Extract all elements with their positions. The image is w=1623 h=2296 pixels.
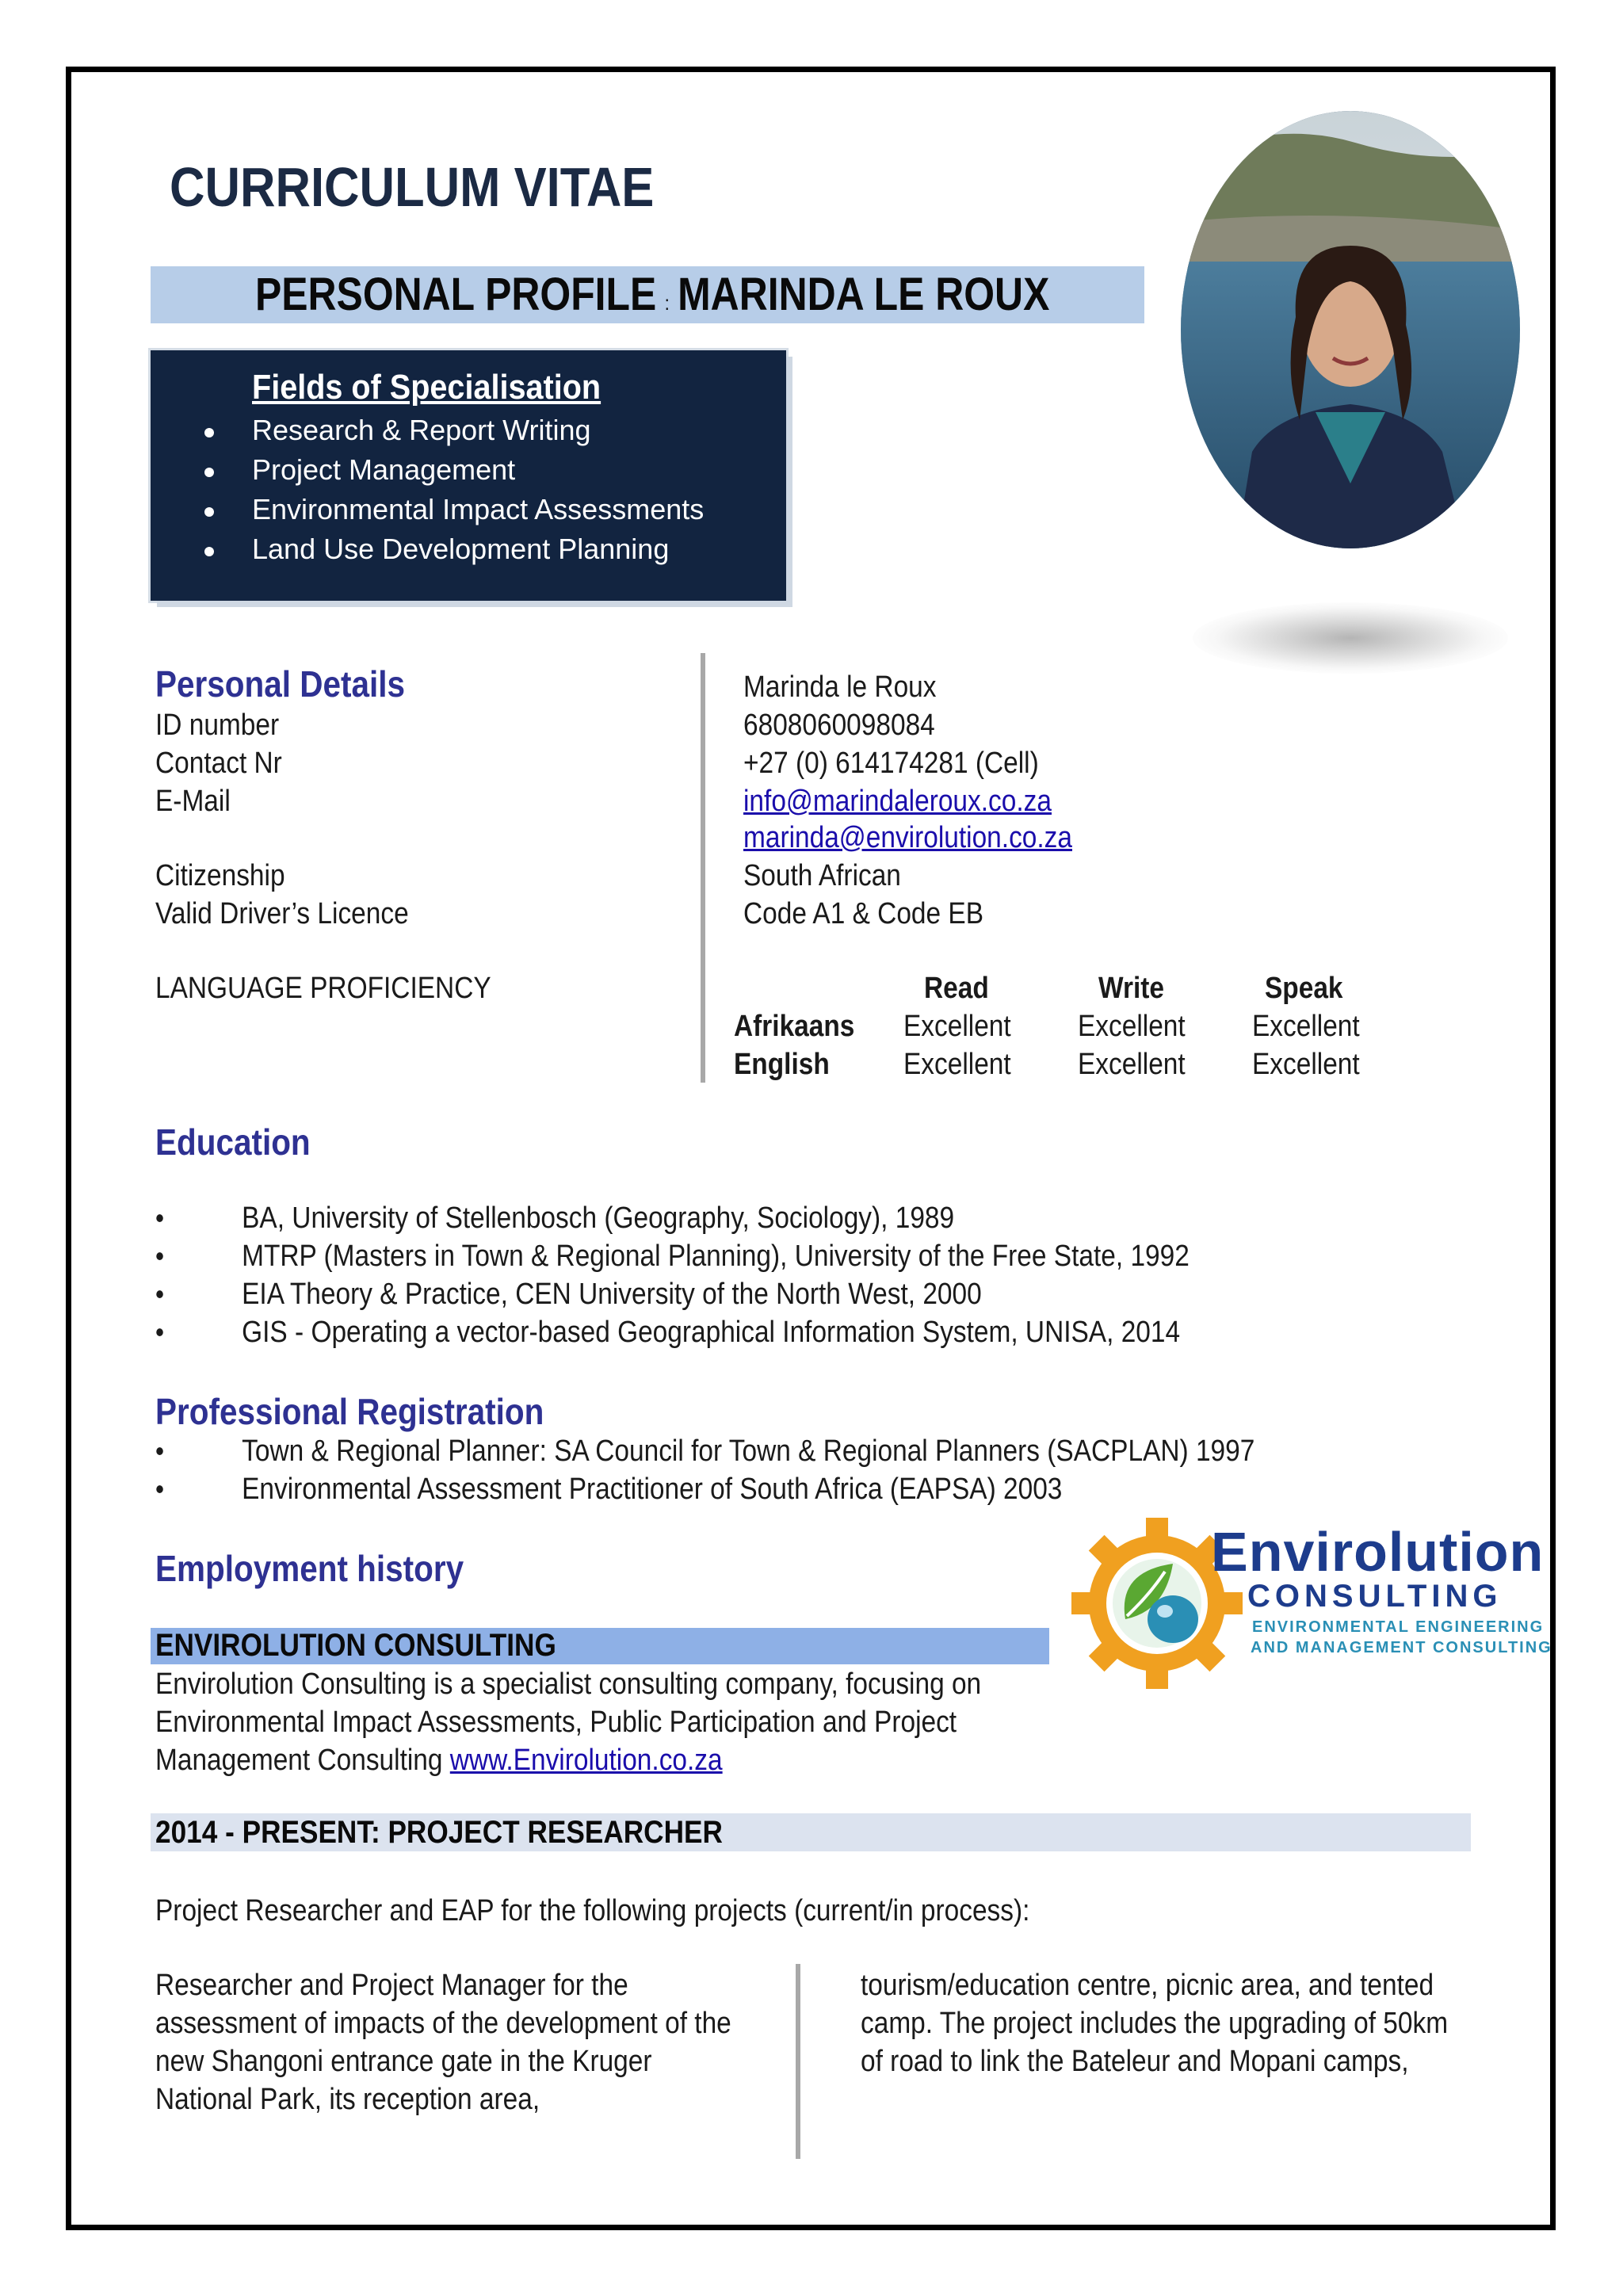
company-description-line: Management Consulting www.Envirolution.co.za [155,1744,723,1777]
citizenship-label: Citizenship [155,859,285,892]
lang-cell: Excellent [903,1010,1011,1043]
id-value: 6808060098084 [743,709,935,742]
registration-heading: Professional Registration [155,1391,544,1432]
lang-cell: Excellent [903,1048,1011,1081]
company-website-link[interactable]: www.Envirolution.co.za [449,1744,723,1777]
bullet-icon [204,428,214,437]
specialisation-title: Fields of Specialisation [252,368,601,407]
language-label: LANGUAGE PROFICIENCY [155,972,491,1005]
licence-label: Valid Driver’s Licence [155,897,409,930]
logo-tagline-2: AND MANAGEMENT CONSULTING [1251,1639,1552,1656]
email-label: E-Mail [155,785,231,818]
bullet-icon: • [155,1473,165,1505]
lang-cell: Excellent [1078,1010,1186,1043]
lang-cell: Excellent [1252,1010,1360,1043]
email-link-secondary[interactable]: marinda@envirolution.co.za [743,821,1073,854]
profile-name: MARINDA LE ROUX [678,269,1050,320]
company-description-line: Environmental Impact Assessments, Public Participation and Project [155,1706,957,1739]
details-divider [701,653,705,1083]
lang-col-write: Write [1098,972,1165,1005]
bullet-icon: • [155,1316,165,1348]
bullet-icon [204,507,214,517]
profile-heading [255,268,1049,321]
profile-label: PERSONAL PROFILE [255,269,657,320]
bullet-icon: • [155,1201,165,1234]
profile-separator: : [664,291,670,315]
lang-cell: Excellent [1252,1048,1360,1081]
id-label: ID number [155,709,280,742]
company-description-line: Envirolution Consulting is a specialist consulting company, focusing on [155,1668,982,1701]
project-text-left: assessment of impacts of the development of the [155,2007,731,2040]
bullet-icon: • [155,1278,165,1310]
lang-row-afrikaans: Afrikaans [734,1010,855,1043]
personal-details-heading: Personal Details [155,663,405,705]
project-text-left: Researcher and Project Manager for the [155,1969,628,2002]
column-divider [796,1964,800,2159]
logo-tagline-1: ENVIRONMENTAL ENGINEERING [1252,1618,1545,1636]
lang-col-read: Read [924,972,989,1005]
project-text-right: tourism/education centre, picnic area, and tented [861,1969,1434,2002]
project-text-left: new Shangoni entrance gate in the Kruger [155,2045,652,2078]
email-link-primary[interactable]: info@marindaleroux.co.za [743,785,1052,818]
project-text-right: camp. The project includes the upgrading of 50km [861,2007,1449,2040]
project-text-left: National Park, its reception area, [155,2083,540,2116]
project-text-right: of road to link the Bateleur and Mopani camps, [861,2045,1409,2078]
bullet-icon: • [155,1435,165,1467]
lang-col-speak: Speak [1265,972,1343,1005]
position-title: 2014 - PRESENT: PROJECT RESEARCHER [155,1815,723,1850]
document-title: CURRICULUM VITAE [170,156,655,218]
profile-photo [1181,111,1520,548]
logo-name: Envirolution [1211,1521,1545,1583]
envirolution-logo [1070,1512,1552,1694]
employment-heading: Employment history [155,1548,464,1589]
logo-sub: CONSULTING [1247,1579,1503,1614]
licence-value: Code A1 & Code EB [743,897,984,930]
lang-row-english: English [734,1048,830,1081]
name-value: Marinda le Roux [743,670,937,704]
portrait-image [1181,111,1520,548]
bullet-icon: • [155,1240,165,1272]
contact-label: Contact Nr [155,747,282,780]
company-name: ENVIROLUTION CONSULTING [155,1628,556,1663]
contact-value: +27 (0) 614174281 (Cell) [743,747,1039,780]
photo-shadow [1193,602,1508,674]
lang-cell: Excellent [1078,1048,1186,1081]
projects-intro: Project Researcher and EAP for the following projects (current/in process): [155,1894,1030,1927]
bullet-icon [204,547,214,556]
education-heading: Education [155,1121,311,1163]
bullet-icon [204,468,214,477]
citizenship-value: South African [743,859,901,892]
